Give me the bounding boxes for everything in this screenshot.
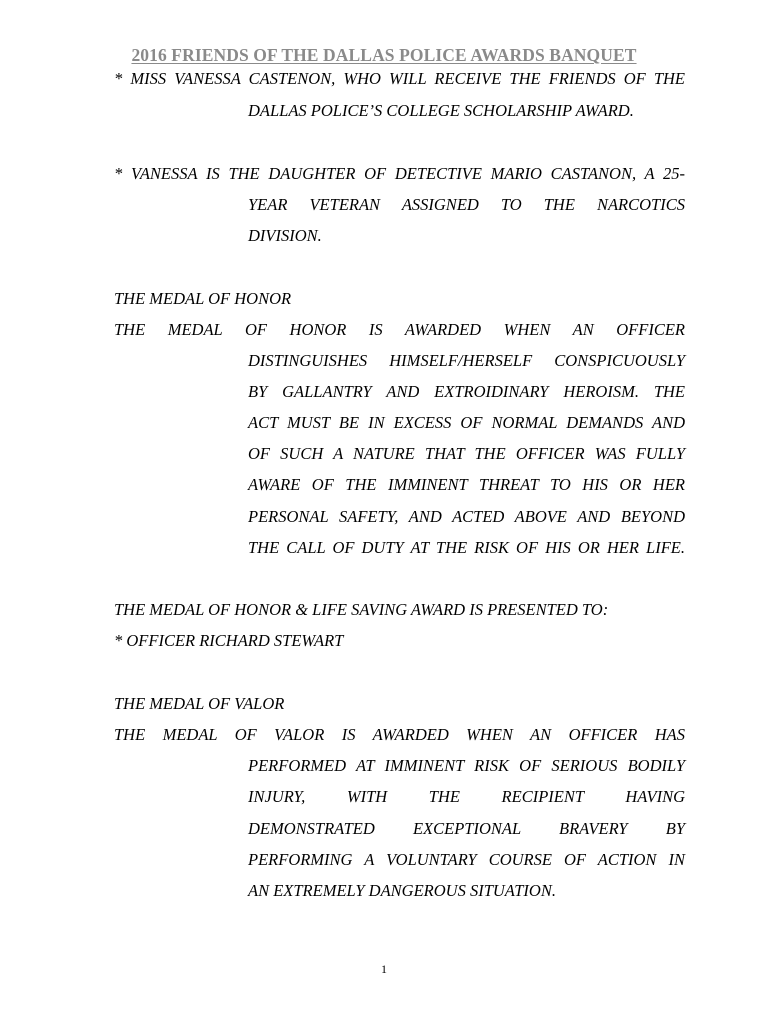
medal-of-honor-title: THE MEDAL OF HONOR <box>114 289 292 308</box>
medal-of-valor-line: DEMONSTRATED EXCEPTIONAL BRAVERY BY <box>248 819 685 838</box>
document-header <box>0 45 768 66</box>
medal-of-honor-recipient: * OFFICER RICHARD STEWART <box>114 631 344 650</box>
medal-of-honor-line: BY GALLANTRY AND EXTROIDINARY HEROISM. THE <box>248 382 685 401</box>
scholarship-line-1: * MISS VANESSA CASTENON, WHO WILL RECEIVE THE FRIENDS OF THE <box>114 69 685 88</box>
medal-of-valor-line: PERFORMED AT IMMINENT RISK OF SERIOUS BODILY <box>248 756 685 775</box>
medal-of-honor-line: OF SUCH A NATURE THAT THE OFFICER WAS FULLY <box>248 444 685 463</box>
medal-of-honor-line: DISTINGUISHES HIMSELF/HERSELF CONSPICUOUSLY <box>248 351 685 370</box>
medal-of-honor-line: THE CALL OF DUTY AT THE RISK OF HIS OR HER LIFE. <box>248 538 685 557</box>
daughter-line-2: YEAR VETERAN ASSIGNED TO THE NARCOTICS <box>248 195 685 214</box>
medal-of-honor-line: AWARE OF THE IMMINENT THREAT TO HIS OR HER <box>248 475 685 494</box>
medal-of-valor-title: THE MEDAL OF VALOR <box>114 694 285 713</box>
medal-of-valor-line: PERFORMING A VOLUNTARY COURSE OF ACTION IN <box>248 850 685 869</box>
medal-of-honor-lead: THE MEDAL OF HONOR IS AWARDED WHEN AN OFFICER <box>114 320 685 339</box>
daughter-line-3: DIVISION. <box>248 226 322 245</box>
page-number: 1 <box>381 962 387 976</box>
medal-of-valor-line: AN EXTREMELY DANGEROUS SITUATION. <box>248 881 556 900</box>
medal-of-valor-lead: THE MEDAL OF VALOR IS AWARDED WHEN AN OFFICER HAS <box>114 725 685 744</box>
medal-of-valor-line: INJURY, WITH THE RECIPIENT HAVING <box>248 787 685 806</box>
header-title: 2016 FRIENDS OF THE DALLAS POLICE AWARDS BANQUET <box>131 45 637 65</box>
medal-of-honor-presented: THE MEDAL OF HONOR & LIFE SAVING AWARD IS PRESENTED TO: <box>114 600 609 619</box>
scholarship-line-2: DALLAS POLICE’S COLLEGE SCHOLARSHIP AWARD. <box>248 101 634 120</box>
medal-of-honor-line: PERSONAL SAFETY, AND ACTED ABOVE AND BEYOND <box>248 507 685 526</box>
daughter-line-1: * VANESSA IS THE DAUGHTER OF DETECTIVE MARIO CASTANON, A 25- <box>114 164 685 183</box>
medal-of-honor-line: ACT MUST BE IN EXCESS OF NORMAL DEMANDS AND <box>248 413 685 432</box>
